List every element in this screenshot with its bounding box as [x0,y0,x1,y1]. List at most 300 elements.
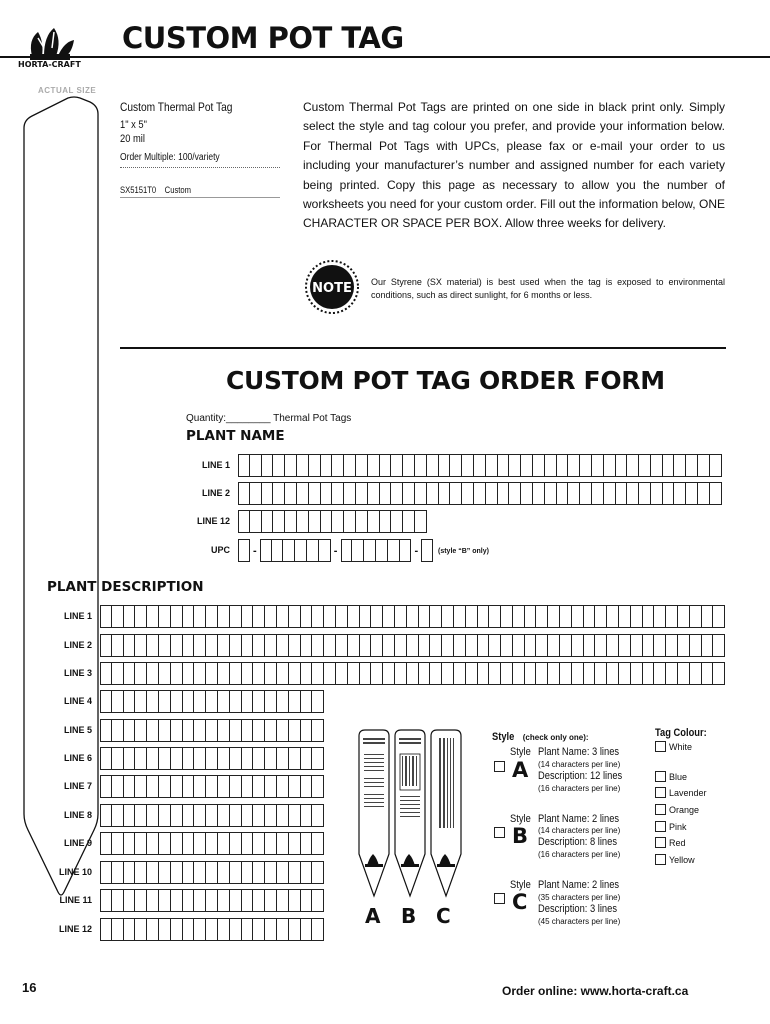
char-box[interactable] [100,634,112,657]
char-box[interactable] [194,662,206,685]
char-box[interactable] [380,454,392,477]
char-box[interactable] [242,832,254,855]
char-box[interactable] [560,605,572,628]
char-box[interactable] [344,454,356,477]
char-box[interactable] [194,861,206,884]
char-box[interactable] [698,482,710,505]
char-box[interactable] [466,662,478,685]
char-box[interactable] [474,482,486,505]
char-box[interactable] [112,918,124,941]
char-box[interactable] [454,662,466,685]
char-box[interactable] [277,605,289,628]
char-box[interactable] [277,861,289,884]
char-box[interactable] [415,454,427,477]
plant-desc-line-input[interactable] [100,775,324,798]
char-box[interactable] [135,775,147,798]
char-box[interactable] [560,634,572,657]
char-box[interactable] [262,510,274,533]
char-box[interactable] [713,662,725,685]
char-box[interactable] [100,861,112,884]
char-box[interactable] [285,454,297,477]
char-box[interactable] [395,605,407,628]
char-box[interactable] [100,719,112,742]
char-box[interactable] [265,662,277,685]
char-box[interactable] [643,662,655,685]
char-box[interactable] [124,775,136,798]
char-box[interactable] [100,747,112,770]
char-box[interactable] [242,775,254,798]
char-box[interactable] [124,719,136,742]
char-box[interactable] [312,634,324,657]
char-box[interactable] [584,605,596,628]
char-box[interactable] [301,634,313,657]
char-box[interactable] [619,605,631,628]
char-box[interactable] [525,605,537,628]
char-box[interactable] [230,804,242,827]
char-box[interactable] [159,775,171,798]
plant-desc-line-input[interactable] [100,605,725,628]
char-box[interactable] [183,889,195,912]
char-box[interactable] [486,454,498,477]
char-box[interactable] [230,662,242,685]
char-box[interactable] [194,605,206,628]
char-box[interactable] [301,861,313,884]
char-box[interactable] [651,454,663,477]
char-box[interactable] [702,634,714,657]
char-box[interactable] [124,861,136,884]
char-box[interactable] [513,605,525,628]
char-box[interactable] [462,454,474,477]
char-box[interactable] [206,719,218,742]
char-box[interactable] [324,634,336,657]
char-box[interactable] [218,889,230,912]
char-box[interactable] [533,454,545,477]
char-box[interactable] [159,918,171,941]
char-box[interactable] [135,690,147,713]
char-box[interactable] [332,454,344,477]
char-box[interactable] [663,482,675,505]
char-box[interactable] [273,454,285,477]
char-box[interactable] [159,690,171,713]
char-box[interactable] [619,634,631,657]
char-box[interactable] [183,605,195,628]
char-box[interactable] [242,719,254,742]
char-box[interactable] [332,482,344,505]
char-box[interactable] [419,662,431,685]
char-box[interactable] [147,662,159,685]
char-box[interactable] [663,454,675,477]
char-box[interactable] [403,454,415,477]
char-box[interactable] [607,634,619,657]
colour-checkbox[interactable] [655,804,666,815]
char-box[interactable] [454,605,466,628]
char-box[interactable] [135,861,147,884]
char-box[interactable] [321,510,333,533]
char-box[interactable] [525,662,537,685]
char-box[interactable] [171,719,183,742]
char-box[interactable] [356,510,368,533]
char-box[interactable] [135,662,147,685]
char-box[interactable] [283,539,295,562]
char-box[interactable] [525,634,537,657]
char-box[interactable] [277,889,289,912]
char-box[interactable] [584,662,596,685]
char-box[interactable] [336,662,348,685]
char-box[interactable] [592,482,604,505]
char-box[interactable] [348,662,360,685]
char-box[interactable] [698,454,710,477]
char-box[interactable] [194,719,206,742]
char-box[interactable] [371,605,383,628]
char-box[interactable] [403,510,415,533]
char-box[interactable] [124,605,136,628]
char-box[interactable] [253,719,265,742]
char-box[interactable] [159,889,171,912]
char-box[interactable] [513,662,525,685]
char-box[interactable] [100,832,112,855]
char-box[interactable] [112,889,124,912]
char-box[interactable] [238,454,250,477]
char-box[interactable] [466,605,478,628]
char-box[interactable] [253,832,265,855]
char-box[interactable] [253,605,265,628]
char-box[interactable] [690,605,702,628]
char-box[interactable] [289,605,301,628]
char-box[interactable] [702,662,714,685]
char-box[interactable] [301,804,313,827]
char-box[interactable] [360,634,372,657]
char-box[interactable] [654,634,666,657]
char-box[interactable] [312,918,324,941]
colour-checkbox[interactable] [655,787,666,798]
char-box[interactable] [371,634,383,657]
char-box[interactable] [230,634,242,657]
char-box[interactable] [230,861,242,884]
char-box[interactable] [301,775,313,798]
char-box[interactable] [147,605,159,628]
char-box[interactable] [395,634,407,657]
char-box[interactable] [230,889,242,912]
char-box[interactable] [124,804,136,827]
char-box[interactable] [147,889,159,912]
char-box[interactable] [674,482,686,505]
char-box[interactable] [265,889,277,912]
char-box[interactable] [301,662,313,685]
char-box[interactable] [159,719,171,742]
char-box[interactable] [584,634,596,657]
char-box[interactable] [183,690,195,713]
char-box[interactable] [289,634,301,657]
char-box[interactable] [301,690,313,713]
char-box[interactable] [277,719,289,742]
char-box[interactable] [341,539,353,562]
char-box[interactable] [391,482,403,505]
char-box[interactable] [277,634,289,657]
char-box[interactable] [295,539,307,562]
char-box[interactable] [242,662,254,685]
char-box[interactable] [607,605,619,628]
char-box[interactable] [124,889,136,912]
char-box[interactable] [521,454,533,477]
char-box[interactable] [265,605,277,628]
char-box[interactable] [627,482,639,505]
char-box[interactable] [548,634,560,657]
char-box[interactable] [147,747,159,770]
char-box[interactable] [253,861,265,884]
char-box[interactable] [548,662,560,685]
plant-desc-line-input[interactable] [100,861,324,884]
char-box[interactable] [498,482,510,505]
char-box[interactable] [595,634,607,657]
char-box[interactable] [607,662,619,685]
char-box[interactable] [301,747,313,770]
char-box[interactable] [442,662,454,685]
char-box[interactable] [253,690,265,713]
char-box[interactable] [112,662,124,685]
char-box[interactable] [277,804,289,827]
char-box[interactable] [430,634,442,657]
char-box[interactable] [159,634,171,657]
plant-name-line-input[interactable] [238,454,722,477]
char-box[interactable] [260,539,272,562]
char-box[interactable] [265,832,277,855]
char-box[interactable] [183,662,195,685]
char-box[interactable] [135,605,147,628]
char-box[interactable] [666,662,678,685]
char-box[interactable] [651,482,663,505]
char-box[interactable] [112,861,124,884]
char-box[interactable] [171,605,183,628]
char-box[interactable] [427,454,439,477]
char-box[interactable] [572,605,584,628]
upc-group[interactable] [421,539,433,562]
char-box[interactable] [171,690,183,713]
char-box[interactable] [206,804,218,827]
char-box[interactable] [501,634,513,657]
char-box[interactable] [230,747,242,770]
char-box[interactable] [112,832,124,855]
char-box[interactable] [289,690,301,713]
plant-desc-line-input[interactable] [100,918,324,941]
char-box[interactable] [309,510,321,533]
char-box[interactable] [666,605,678,628]
char-box[interactable] [474,454,486,477]
char-box[interactable] [548,605,560,628]
char-box[interactable] [391,510,403,533]
char-box[interactable] [218,719,230,742]
char-box[interactable] [690,634,702,657]
char-box[interactable] [112,634,124,657]
char-box[interactable] [348,634,360,657]
char-box[interactable] [289,775,301,798]
char-box[interactable] [194,747,206,770]
char-box[interactable] [285,510,297,533]
char-box[interactable] [572,634,584,657]
char-box[interactable] [312,889,324,912]
plant-desc-line-input[interactable] [100,690,324,713]
upc-group[interactable] [238,539,250,562]
char-box[interactable] [171,918,183,941]
char-box[interactable] [159,747,171,770]
char-box[interactable] [478,634,490,657]
char-box[interactable] [218,804,230,827]
char-box[interactable] [183,747,195,770]
char-box[interactable] [124,832,136,855]
char-box[interactable] [218,918,230,941]
char-box[interactable] [242,605,254,628]
char-box[interactable] [242,747,254,770]
upc-group[interactable] [260,539,331,562]
char-box[interactable] [277,918,289,941]
upc-group[interactable] [341,539,412,562]
char-box[interactable] [616,482,628,505]
char-box[interactable] [112,690,124,713]
plant-desc-line-input[interactable] [100,832,324,855]
char-box[interactable] [430,662,442,685]
char-box[interactable] [183,804,195,827]
char-box[interactable] [272,539,284,562]
char-box[interactable] [301,605,313,628]
char-box[interactable] [368,510,380,533]
char-box[interactable] [419,605,431,628]
char-box[interactable] [324,662,336,685]
char-box[interactable] [595,662,607,685]
char-box[interactable] [183,832,195,855]
char-box[interactable] [206,832,218,855]
char-box[interactable] [439,454,451,477]
char-box[interactable] [415,482,427,505]
char-box[interactable] [135,832,147,855]
char-box[interactable] [430,605,442,628]
char-box[interactable] [183,861,195,884]
char-box[interactable] [336,605,348,628]
char-box[interactable] [206,634,218,657]
char-box[interactable] [194,690,206,713]
char-box[interactable] [678,605,690,628]
order-online-link[interactable]: Order online: www.horta-craft.ca [502,984,689,998]
plant-name-line-input[interactable] [238,482,722,505]
char-box[interactable] [536,662,548,685]
char-box[interactable] [710,454,722,477]
char-box[interactable] [218,747,230,770]
char-box[interactable] [147,918,159,941]
char-box[interactable] [560,662,572,685]
char-box[interactable] [100,662,112,685]
char-box[interactable] [478,662,490,685]
char-box[interactable] [557,482,569,505]
char-box[interactable] [218,662,230,685]
char-box[interactable] [112,804,124,827]
char-box[interactable] [147,634,159,657]
char-box[interactable] [147,719,159,742]
char-box[interactable] [159,605,171,628]
char-box[interactable] [407,634,419,657]
char-box[interactable] [100,690,112,713]
char-box[interactable] [230,775,242,798]
char-box[interactable] [265,861,277,884]
colour-checkbox[interactable] [655,821,666,832]
char-box[interactable] [352,539,364,562]
char-box[interactable] [262,482,274,505]
style-c-checkbox[interactable] [494,893,505,904]
char-box[interactable] [194,889,206,912]
char-box[interactable] [147,690,159,713]
quantity-field[interactable]: Quantity:________ Thermal Pot Tags [186,413,352,424]
char-box[interactable] [686,454,698,477]
upc-input[interactable] [238,539,433,562]
char-box[interactable] [218,832,230,855]
char-box[interactable] [403,482,415,505]
char-box[interactable] [171,889,183,912]
char-box[interactable] [419,634,431,657]
char-box[interactable] [289,804,301,827]
char-box[interactable] [509,454,521,477]
char-box[interactable] [171,804,183,827]
char-box[interactable] [309,454,321,477]
char-box[interactable] [171,775,183,798]
char-box[interactable] [301,832,313,855]
char-box[interactable] [253,662,265,685]
char-box[interactable] [415,510,427,533]
char-box[interactable] [238,482,250,505]
char-box[interactable] [135,634,147,657]
char-box[interactable] [486,482,498,505]
char-box[interactable] [253,889,265,912]
char-box[interactable] [238,510,250,533]
char-box[interactable] [501,605,513,628]
char-box[interactable] [580,454,592,477]
char-box[interactable] [206,747,218,770]
char-box[interactable] [545,454,557,477]
plant-desc-line-input[interactable] [100,662,725,685]
char-box[interactable] [183,719,195,742]
char-box[interactable] [112,719,124,742]
char-box[interactable] [616,454,628,477]
char-box[interactable] [301,719,313,742]
char-box[interactable] [312,747,324,770]
char-box[interactable] [159,861,171,884]
char-box[interactable] [442,605,454,628]
char-box[interactable] [100,918,112,941]
char-box[interactable] [639,482,651,505]
char-box[interactable] [307,539,319,562]
char-box[interactable] [206,690,218,713]
char-box[interactable] [242,918,254,941]
char-box[interactable] [568,482,580,505]
char-box[interactable] [319,539,331,562]
char-box[interactable] [312,605,324,628]
colour-checkbox[interactable] [655,771,666,782]
char-box[interactable] [285,482,297,505]
char-box[interactable] [147,804,159,827]
char-box[interactable] [183,918,195,941]
char-box[interactable] [439,482,451,505]
char-box[interactable] [391,454,403,477]
char-box[interactable] [360,605,372,628]
char-box[interactable] [545,482,557,505]
char-box[interactable] [312,804,324,827]
char-box[interactable] [242,690,254,713]
char-box[interactable] [159,804,171,827]
char-box[interactable] [360,662,372,685]
char-box[interactable] [100,804,112,827]
char-box[interactable] [312,832,324,855]
char-box[interactable] [297,454,309,477]
char-box[interactable] [454,634,466,657]
char-box[interactable] [147,832,159,855]
char-box[interactable] [171,861,183,884]
char-box[interactable] [395,662,407,685]
